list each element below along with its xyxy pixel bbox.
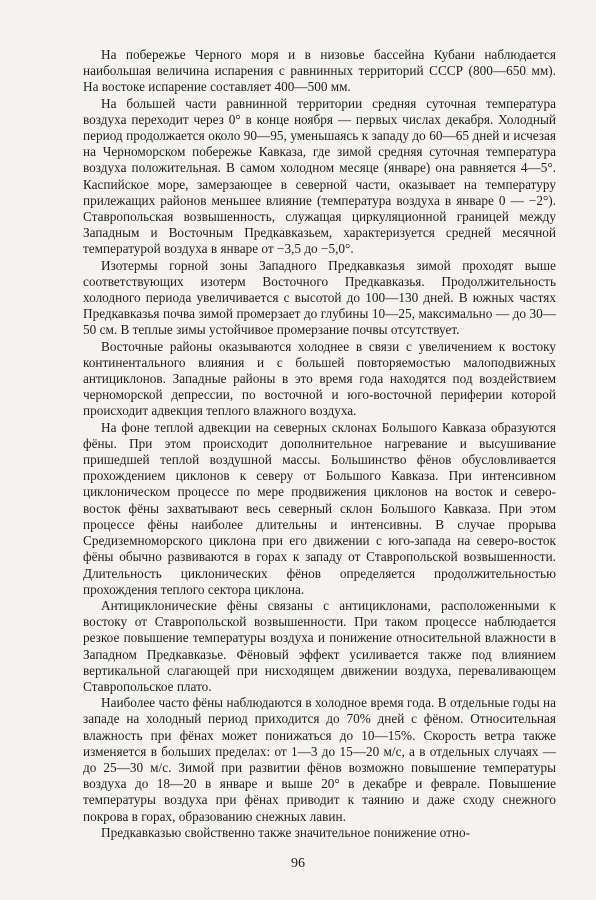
paragraph-mountain-isotherms: Изотермы горной зоны Западного Предкавказья зимой проходят выше соответствующих изотерм Восточного Предкавказья. Продолжительность холодного периода увеличивается с высотой до 100—130 дней. В южных частях Предкавказья почва зимой промерзает до глубины 10—25, максимально — до 30—50 см. В теплые зимы устойчивое промерзание почвы отсутствует. [83,257,556,338]
paragraph-cold-period: На большей части равнинной территории средняя суточная температура воздуха переходит через 0° в конце ноября — первых числах декабря. Холодный период продолжается около 90—95, уменьшаясь к западу до 60—65 дней и исчезая на Черноморском побережье Кавказа, где зимой средняя суточная температура воздуха положительная. В самом холодном месяце (январе) она равняется 4—5°. Каспийское море, замерзающее в северной части, оказывает на температуру прилежащих районов меньшее влияние (температура воздуха в январе 0 — −2°). Ставропольская возвышенность, служащая циркуляционной границей между Западным и Восточным Предкавказьем, характеризуется средней месячной температурой воздуха в январе от −3,5 до −5,0°. [83,95,556,257]
body-text [83,47,556,841]
page-number: 96 [291,856,305,871]
paragraph-evaporation: На побережье Черного моря и в низовье бассейна Кубани наблюдается наибольшая величина испарения с равнинных территорий СССР (800—650 мм). На востоке испарение составляет 400—500 мм. [83,47,556,95]
paragraph-last-line: Предкавказью свойственно также значительное понижение отно- [101,824,471,840]
paragraph-foehn-frequency: Наиболее часто фёны наблюдаются в холодное время года. В отдельные годы на западе на холодный период приходится до 70% дней с фёном. Относительная влажность при фёнах может понижаться до 10—15%. Скорость ветра также изменяется в больших пределах: от 1—3 до 15—20 м/с, а в отдельных случаях — до 25—30 м/с. Зимой при развитии фёнов возможно повышение температуры воздуха до 18—20 в январе и выше 20° в декабре и феврале. Повышение температуры воздуха при фёнах приводит к таянию и даже сходу снежного покрова в горах, образованию снежных лавин. [83,695,556,824]
paragraph-eastern-regions: Восточные районы оказываются холоднее в связи с увеличением к востоку континентального влияния и с большей повторяемостью малоподвижных антициклонов. Западные районы в это время года находятся под воздействием черноморской депрессии, по восточной и юго-восточной периферии которой происходит адвекция теплого влажного воздуха. [83,338,556,419]
paragraph-anticyclonic-foehn: Антициклонические фёны связаны с антициклонами, расположенными к востоку от Ставропольской возвышенности. При таком процессе наблюдается резкое повышение температуры воздуха и понижение относительной влажности в Западном Предкавказье. Фёновый эффект усиливается также под влиянием вертикальной слагающей при нисходящем движении воздуха, переваливающем Ставропольское плато. [83,597,556,694]
paragraph-foehn-formation: На фоне теплой адвекции на северных склонах Большого Кавказа образуются фёны. При этом происходит дополнительное нагревание и высушивание пришедшей теплой воздушной массы. Большинство фёнов обусловливается прохождением циклонов к северу от Большого Кавказа. При интенсивном циклоническом процессе по мере продвижения циклонов на восток и северо-восток фёны захватывают весь северный склон Большого Кавказа. При этом процессе фёны наиболее длительны и интенсивны. В случае прорыва Средиземноморского циклона при его движении с юго-запада на северо-восток фёны обычно развиваются в горах к западу от Ставропольской возвышенности. Длительность циклонических фёнов определяется продолжительностью прохождения теплого сектора циклона. [83,419,556,597]
